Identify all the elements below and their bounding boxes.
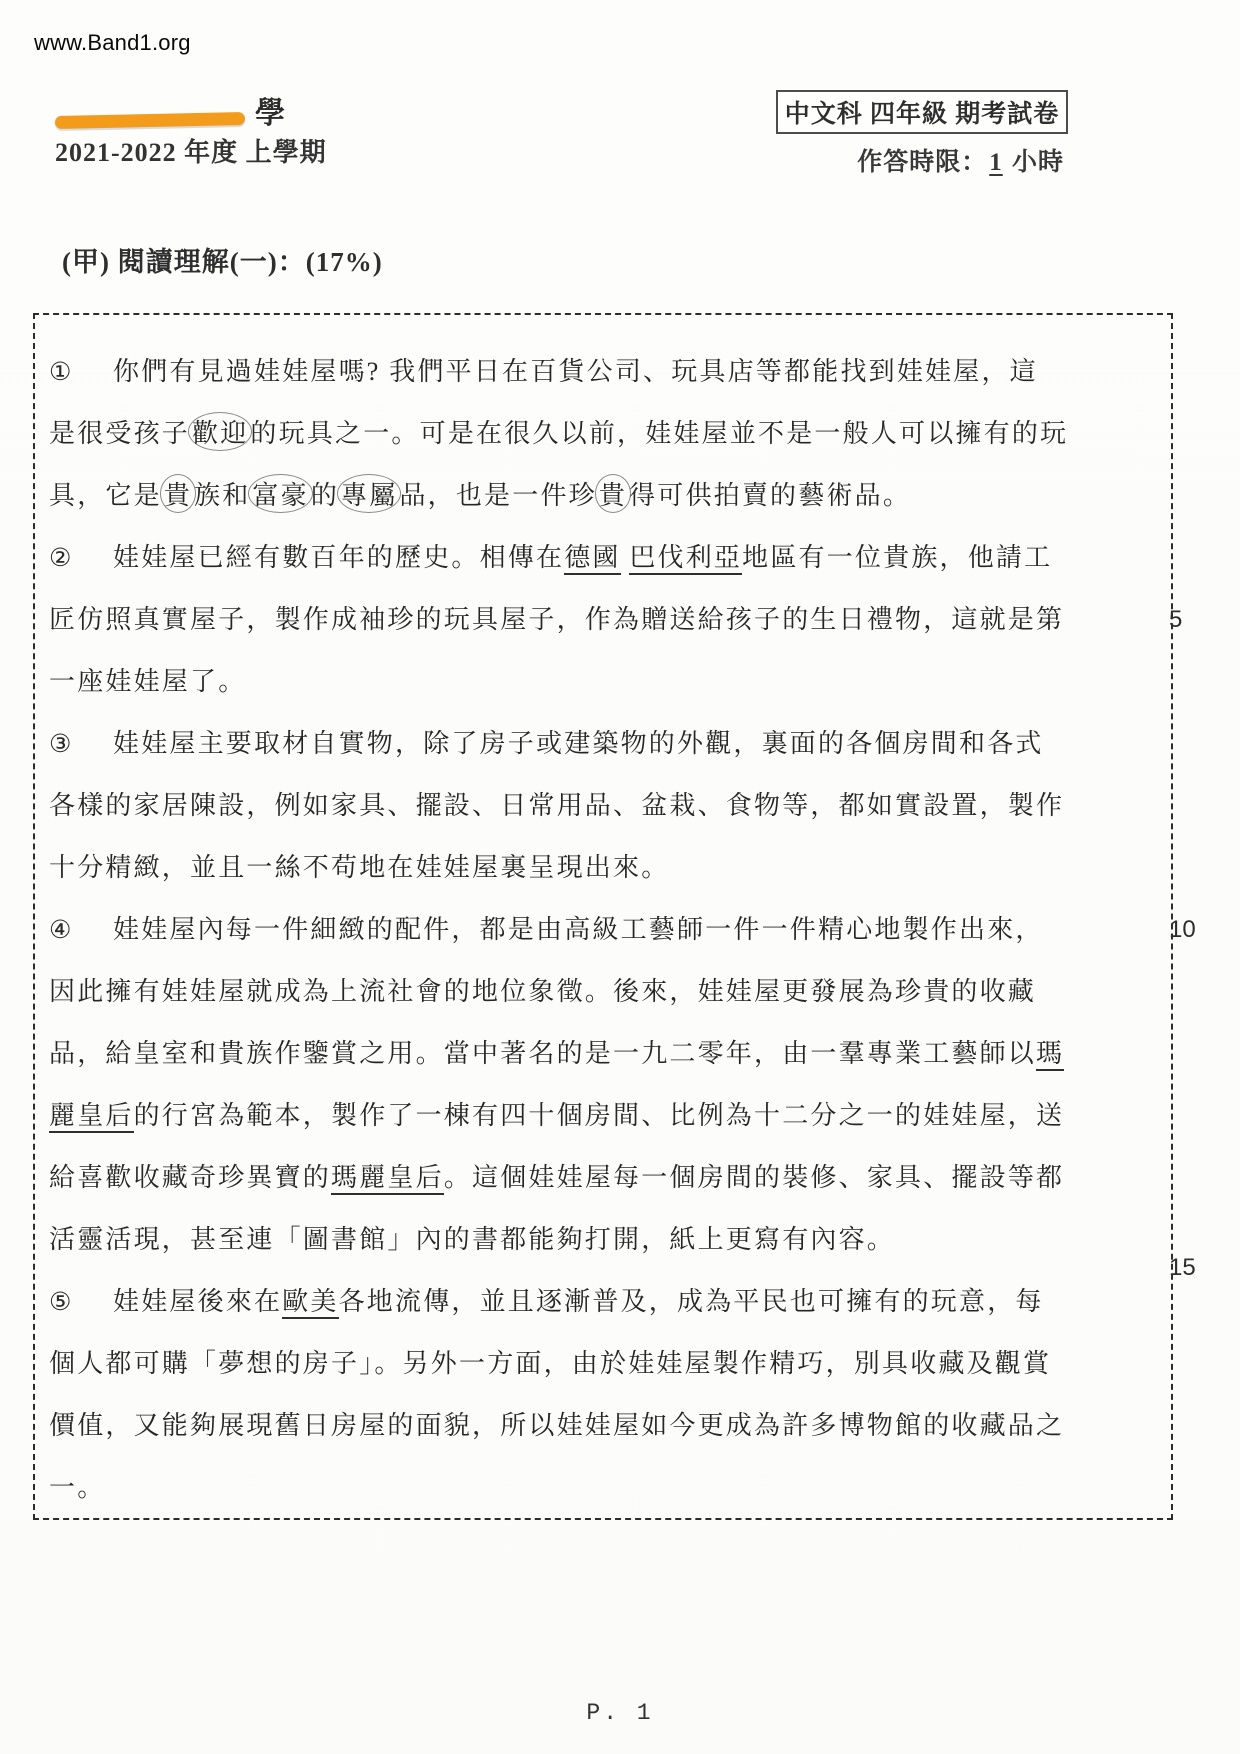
passage-text: 因此擁有娃娃屋就成為上流社會的地位象徵。後來，娃娃屋更發展為珍貴的收藏 xyxy=(49,977,1037,1006)
page-number: P. 1 xyxy=(586,1700,654,1726)
passage-text: 一座娃娃屋了。 xyxy=(49,667,247,696)
circled-word-annotation: 富豪 xyxy=(248,474,312,513)
reading-passage-box xyxy=(33,313,1196,1520)
school-year-term: 2021-2022 年度 上學期 xyxy=(55,138,327,167)
passage-line xyxy=(49,899,1196,961)
passage-line xyxy=(49,1147,1157,1209)
passage-text xyxy=(621,543,630,572)
passage-text: 品，也是一件珍 xyxy=(399,481,597,510)
passage-text: 匠仿照真實屋子，製作成袖珍的玩具屋子，作為贈送給孩子的生日禮物，這就是第 xyxy=(49,605,1065,634)
passage-line xyxy=(49,1395,1157,1457)
passage-text: 的玩具之一。可是在很久以前，娃娃屋並不是一般人可以擁有的玩 xyxy=(250,419,1069,448)
passage-line xyxy=(49,961,1157,1023)
passage-line xyxy=(49,713,1157,775)
time-limit-line xyxy=(776,142,1064,178)
passage-text: 十分精緻，並且一絲不苟地在娃娃屋裏呈現出來。 xyxy=(49,853,670,882)
proper-noun-underlined: 麗皇后 xyxy=(49,1101,134,1133)
circled-word-annotation: 專屬 xyxy=(337,474,401,513)
circled-word-annotation: 歡迎 xyxy=(188,412,252,451)
passage-text: 是很受孩子 xyxy=(49,419,191,448)
paragraph-number: ① xyxy=(49,359,72,386)
proper-noun-underlined: 巴伐利亞 xyxy=(629,543,742,575)
watermark-url: www.Band1.org xyxy=(34,30,191,55)
circled-word-annotation: 貴 xyxy=(160,474,196,513)
passage-line xyxy=(49,775,1157,837)
passage-line xyxy=(49,837,1157,899)
school-name-redaction-highlight xyxy=(55,112,245,129)
passage-line xyxy=(49,527,1157,589)
passage-line xyxy=(49,341,1157,403)
school-name-suffix: 學 xyxy=(255,97,287,130)
passage-text: 各地流傳，並且逐漸普及，成為平民也可擁有的玩意，每 xyxy=(338,1287,1044,1316)
passage-text: 娃娃屋後來在 xyxy=(113,1287,283,1316)
passage-line xyxy=(49,1085,1157,1147)
passage-text: 個人都可購「夢想的房子」。另外一方面，由於娃娃屋製作精巧，別具收藏及觀賞 xyxy=(49,1349,1052,1378)
passage-line xyxy=(49,1271,1157,1333)
paragraph-number: ④ xyxy=(49,917,72,944)
passage-line xyxy=(49,1333,1157,1395)
passage-line xyxy=(49,1457,1157,1519)
line-number-marker: 5 xyxy=(1169,606,1183,633)
passage-text: 娃娃屋已經有數百年的歷史。相傳在 xyxy=(113,543,565,572)
passage-text: 的行宮為範本，製作了一棟有四十個房間、比例為十二分之一的娃娃屋，送 xyxy=(133,1101,1065,1130)
passage-text: 活靈活現，甚至連「圖書館」內的書都能夠打開，紙上更寫有內容。 xyxy=(49,1225,896,1254)
time-limit-value: 1 xyxy=(989,149,1003,176)
passage-line xyxy=(49,589,1183,651)
passage-text: 娃娃屋內每一件細緻的配件，都是由高級工藝師一件一件精心地製作出來， xyxy=(113,915,1044,944)
passage-line xyxy=(49,1023,1157,1085)
passage-line xyxy=(49,651,1157,713)
passage-lines-container xyxy=(49,341,1196,1519)
passage-text: 具，它是 xyxy=(49,481,162,510)
passage-text: 族和 xyxy=(194,481,251,510)
passage-text: 地區有一位貴族，他請工 xyxy=(742,543,1053,572)
section-heading: (甲) 閱讀理解(一)：(17%) xyxy=(62,247,383,277)
line-number-marker: 10 xyxy=(1169,916,1196,943)
passage-text: 一。 xyxy=(49,1473,106,1502)
passage-text: 。這個娃娃屋每一個房間的裝修、家具、擺設等都 xyxy=(443,1163,1065,1192)
passage-line xyxy=(49,1209,1196,1281)
paragraph-number: ⑤ xyxy=(49,1289,72,1316)
time-limit-suffix: 小時 xyxy=(1004,149,1064,176)
passage-text: 給喜歡收藏奇珍異寶的 xyxy=(49,1163,332,1192)
passage-text: 的 xyxy=(310,481,340,510)
passage-text: 娃娃屋主要取材自實物，除了房子或建築物的外觀，裏面的各個房間和各式 xyxy=(113,729,1044,758)
exam-title-box: 中文科 四年級 期考試卷 xyxy=(776,90,1068,134)
passage-text: 各樣的家居陳設，例如家具、擺設、日常用品、盆栽、食物等，都如實設置，製作 xyxy=(49,791,1065,820)
time-limit-prefix: 作答時限： xyxy=(857,149,988,176)
proper-noun-underlined: 瑪麗皇后 xyxy=(331,1163,444,1195)
passage-text: 價值，又能夠展現舊日房屋的面貌，所以娃娃屋如今更成為許多博物館的收藏品之 xyxy=(49,1411,1065,1440)
paragraph-number: ③ xyxy=(49,731,72,758)
proper-noun-underlined: 瑪 xyxy=(1036,1039,1064,1071)
proper-noun-underlined: 德國 xyxy=(564,543,620,575)
passage-text: 得可供拍賣的藝術品。 xyxy=(629,481,912,510)
proper-noun-underlined: 歐美 xyxy=(282,1287,338,1319)
passage-text: 你們有見過娃娃屋嗎? 我們平日在百貨公司、玩具店等都能找到娃娃屋，這 xyxy=(113,357,1038,386)
paragraph-number: ② xyxy=(49,545,72,572)
passage-line xyxy=(49,403,1157,465)
passage-line xyxy=(49,465,1157,527)
passage-text: 品，給皇室和貴族作鑒賞之用。當中著名的是一九二零年，由一羣專業工藝師以 xyxy=(49,1039,1037,1068)
circled-word-annotation: 貴 xyxy=(595,474,631,513)
line-number-marker: 15 xyxy=(1169,1254,1196,1281)
